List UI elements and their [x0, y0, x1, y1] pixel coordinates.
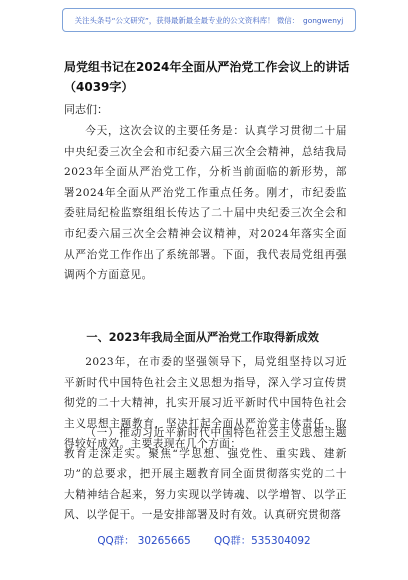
banner-text: 关注头条号“公文研究”，获得最新最全最专业的公文资料库！ 微信：	[74, 15, 300, 25]
document-title: 局党组书记在2024年全面从严治党工作会议上的讲话（4039字）	[64, 60, 350, 94]
footer	[0, 532, 408, 547]
wechat-handle: gongwenyj	[303, 15, 344, 25]
subsection-paragraph: （一）推动习近平新时代中国特色社会主义思想主题教育走深走实。聚焦“学思想、强党性、重实践、建新功”的总要求，把开展主题教育同全面贯彻落实党的二十大精神结合起来，努力实现以学铸魂、以学增智、以学正风、以学促干。一是安排部署及时有效。认真研究贯彻落	[64, 427, 347, 522]
section-paragraph: 2023年，在市委的坚强领导下，局党组坚持以习近平新时代中国特色社会主义思想为指导，深入学习宣传贯彻党的二十大精神，扎实开展习近平新时代中国特色社会主义思想主题教育，坚决扛起全面从严治党主体责任，取得较好成效。主要表现在几个方面：	[64, 356, 347, 451]
section-heading: 一、2023年我局全面从严治党工作取得新成效	[86, 331, 319, 344]
qq-group-1: QQ群： 30265665	[97, 535, 191, 547]
header-banner	[62, 8, 356, 32]
intro-paragraph: 今天，这次会议的主要任务是：认真学习贯彻二十届中央纪委三次全会和市纪委六届三次全会精神，总结我局2023年全面从严治党工作，分析当前面临的新形势，部署2024年全面从严治党工作重点任务。刚才，市纪委监委驻局纪检监察组组长传达了二十届中央纪委三次全会和市纪委六届三次全会精神会议精神，对2024年落实全面从严治党工作作出了系统部署。下面，我代表局党组再强调两个方面意见。	[64, 125, 347, 282]
greeting: 同志们：	[64, 103, 108, 116]
qq-group-2: QQ群：535304092	[214, 535, 311, 547]
